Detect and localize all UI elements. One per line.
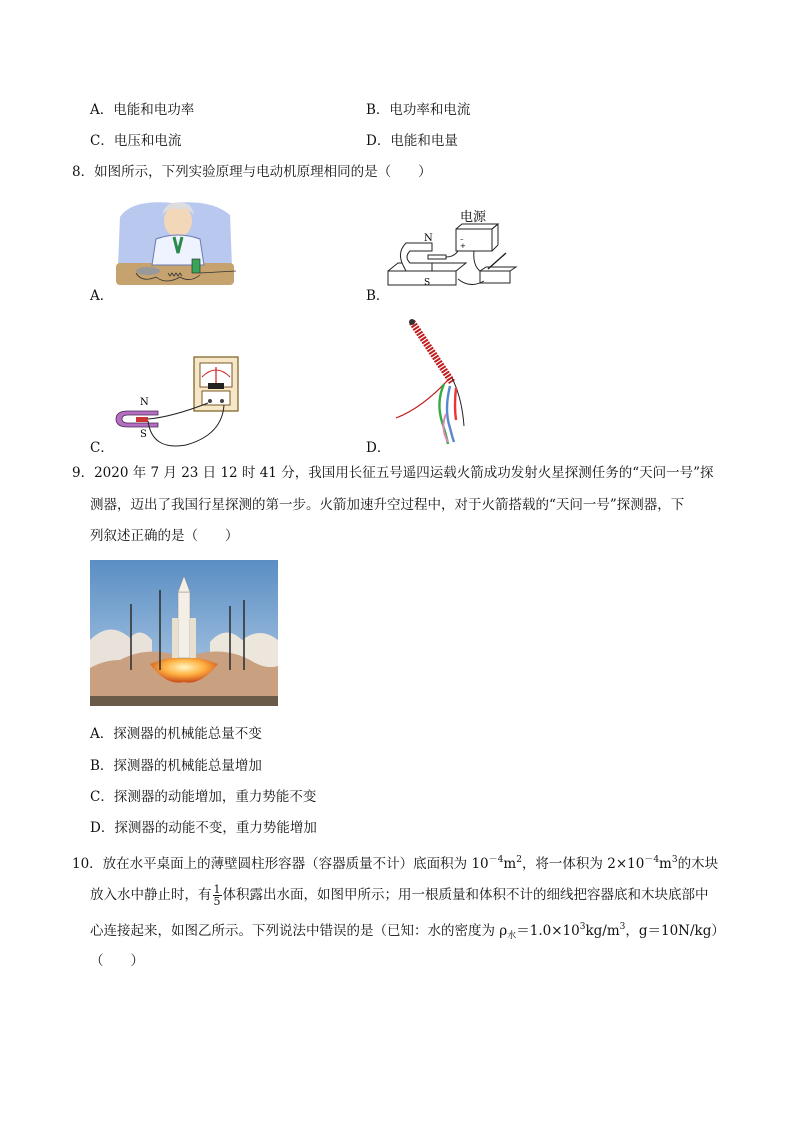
q8-label-a: A． xyxy=(90,288,114,304)
svg-text:+: + xyxy=(460,242,466,250)
q9-option-b: B．探测器的机械能总量增加 xyxy=(90,758,262,774)
q7-option-b: B．电功率和电流 xyxy=(366,102,471,118)
q9-option-d: D．探测器的动能不变，重力势能增加 xyxy=(90,820,317,836)
q9-option-a: A．探测器的机械能总量不变 xyxy=(90,726,262,742)
c-north-pole-label: N xyxy=(140,397,149,408)
q8-label-c: C． xyxy=(90,440,114,456)
q8-figure-d-electromagnet xyxy=(392,318,472,448)
q9-rocket-launch-photo xyxy=(90,560,278,706)
q7-option-d: D．电能和电量 xyxy=(366,133,458,149)
q9-stem-line-1: 9．2020 年 7 月 23 日 12 时 41 分，我国用长征五号遥四运载火箭成功发射火星探测任务的“天问一号”探 xyxy=(72,465,714,481)
q10-stem-line-1: 10．放在水平桌面上的薄壁圆柱形容器（容器质量不计）底面积为 $10^{-4}m^2$，将一体积为 $2\times 10^{-4}m^3$的木块 xyxy=(72,855,719,872)
q8-figure-a-scientist xyxy=(112,197,238,293)
q7-option-a: A．电能和电功率 xyxy=(90,102,195,118)
svg-text:–: – xyxy=(460,235,464,243)
south-pole-label: S xyxy=(424,278,431,288)
q10-stem-line-3: 心连接起来，如图乙所示。下列说法中错误的是（已知：水的密度为 $\rho_水=1.0\times 10^3kg/m^3$，g＝10N/kg） xyxy=(90,922,725,941)
q9-stem-line-2: 测器，迈出了我国行星探测的第一步。火箭加速升空过程中，对于火箭搭载的“天问一号”探测器，下 xyxy=(90,497,685,513)
q10-stem-line-4: （ ） xyxy=(90,953,144,969)
q8-label-d: D． xyxy=(366,440,391,456)
q8-figure-c-galvanometer xyxy=(112,355,240,447)
q8-stem: 8．如图所示，下列实验原理与电动机原理相同的是（ ） xyxy=(72,164,432,180)
q9-option-c: C．探测器的动能增加，重力势能不变 xyxy=(90,789,317,805)
north-pole-label: N xyxy=(424,233,433,244)
fraction-one-fifth: $\frac{1}{5}$ xyxy=(213,883,221,908)
q8-figure-b-motor-apparatus xyxy=(384,205,520,297)
c-south-pole-label: S xyxy=(140,429,147,440)
q8-label-b: B． xyxy=(366,288,390,304)
q10-stem-line-2: 放入水中静止时，有 $\frac{1}{5}$ 体积露出水面，如图甲所示；用一根质量和体积不计的细线把容器底和木块底部中 xyxy=(90,883,709,908)
power-source-label: 电源 xyxy=(460,210,487,225)
q7-option-c: C．电压和电流 xyxy=(90,133,182,149)
q9-stem-line-3: 列叙述正确的是（ ） xyxy=(90,528,239,544)
